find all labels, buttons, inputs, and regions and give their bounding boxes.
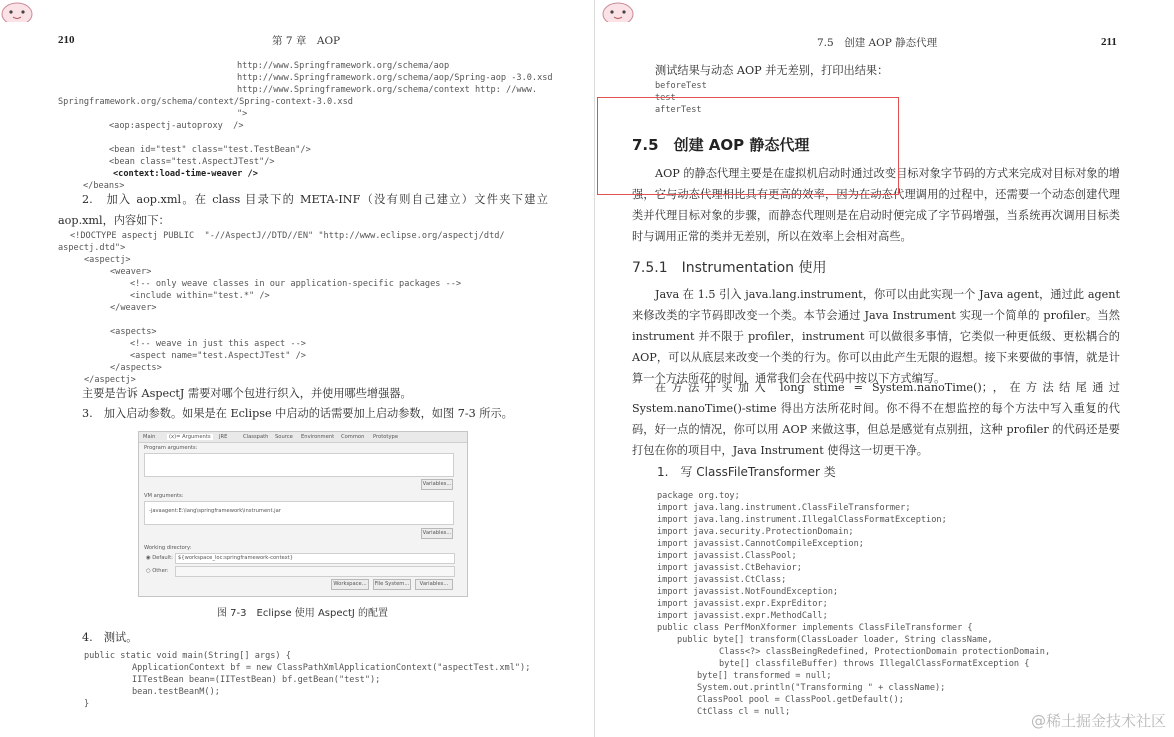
mascot-icon: [0, 0, 34, 22]
code-line: <!-- only weave classes in our application-specific packages -->: [130, 279, 462, 289]
variables-button-vm[interactable]: Variables...: [421, 528, 453, 539]
subsection-paragraph: 在方法开头加入 long stime = System.nanoTime()；，在方法结尾通过 System.nanoTime()-stime 得出方法所花时间。你不得不在想监控的每个方法中写入重复的代码，好一点的情况，你可以用 AOP 来做这事，但总是感觉有点别扭，这种 profiler 的代码还是要打包在你的项目中，Java Instrument 使得这一切更干净。: [632, 381, 1120, 457]
code-line: import java.lang.instrument.ClassFileTransformer;: [657, 503, 911, 513]
code-line: <context:load-time-weaver />: [113, 169, 258, 179]
working-directory-label: Working directory:: [144, 545, 192, 551]
page-number: 210: [58, 34, 75, 46]
file-system-button[interactable]: File System...: [373, 579, 411, 590]
code-line: public class PerfMonXformer implements ClassFileTransformer {: [657, 623, 973, 633]
figure-caption: 图 7-3 Eclipse 使用 AspectJ 的配置: [217, 608, 389, 619]
workspace-button[interactable]: Workspace...: [331, 579, 369, 590]
code-line: import java.security.ProtectionDomain;: [657, 527, 854, 537]
code-line: import javassist.CtClass;: [657, 575, 787, 585]
code-line: package org.toy;: [657, 491, 740, 501]
output-line: beforeTest: [655, 81, 707, 91]
code-line: <aop:aspectj-autoproxy />: [109, 121, 244, 131]
code-line: public static void main(String[] args) {: [84, 651, 291, 661]
watermark: @稀土掘金技术社区: [1030, 712, 1166, 730]
code-line: import javassist.CtBehavior;: [657, 563, 802, 573]
code-line: import javassist.NotFoundException;: [657, 587, 839, 597]
code-line: bean.testBeanM();: [132, 687, 220, 697]
tab-prototype[interactable]: Prototype: [373, 434, 399, 440]
code-line: <include within="test.*" />: [130, 291, 270, 301]
code-line: http://www.Springframework.org/schema/aop/Spring-aop -3.0.xsd: [237, 73, 553, 83]
tab-main[interactable]: Main: [143, 434, 156, 440]
code-line: import javassist.expr.MethodCall;: [657, 611, 828, 621]
code-line: public byte[] transform(ClassLoader loader, String className,: [677, 635, 993, 645]
eclipse-run-config-dialog: [138, 431, 468, 597]
code-line: <aspect name="test.AspectJTest" />: [130, 351, 306, 361]
code-line: import java.lang.instrument.IllegalClassFormatException;: [657, 515, 947, 525]
mascot-icon: [601, 0, 635, 22]
tab-common[interactable]: Common: [341, 434, 365, 440]
code-line: Springframework.org/schema/context/Spring-context-3.0.xsd: [58, 97, 353, 107]
paragraph: 3. 加入启动参数。如果是在 Eclipse 中启动的话需要加上启动参数，如图 7-3 所示。: [82, 407, 513, 420]
vm-arguments-label: VM arguments:: [144, 493, 184, 499]
subsection-title: 7.5.1 Instrumentation 使用: [632, 260, 827, 276]
code-line: aspectj.dtd">: [58, 243, 126, 253]
code-line: byte[] transformed = null;: [697, 671, 832, 681]
subsection-paragraph: Java 在 1.5 引入 java.lang.instrument，你可以由此实现一个 Java agent，通过此 agent 来修改类的字节码即改变一个类。本节会通过 Java Instrument 实现一个简单的 profiler。当然 instrument 并不限于 profiler，instrument 可以做很多事情，它类似一种更低级、更松耦合的 AOP，可以从底层来改变一个类的行为。你可以由此产生无限的遐想。接下来要做的事情，就是计算一个方法所花的时间，通常我们会在代码中按以下方式编写。: [632, 288, 1120, 385]
other-radio[interactable]: ○ Other:: [146, 568, 169, 574]
code-line: </aspects>: [110, 363, 162, 373]
code-line: ">: [237, 109, 248, 119]
running-header: 第 7 章 AOP: [272, 35, 341, 47]
paragraph: 4. 测试。: [82, 631, 138, 644]
tab-classpath[interactable]: Classpath: [243, 434, 269, 440]
tab-source[interactable]: Source: [275, 434, 293, 440]
code-line: <bean id="test" class="test.TestBean"/>: [109, 145, 311, 155]
code-line: http://www.Springframework.org/schema/context http: //www.: [237, 85, 538, 95]
code-line: </weaver>: [110, 303, 157, 313]
other-dir-field[interactable]: [175, 566, 455, 577]
tab-arguments[interactable]: (x)= Arguments: [169, 434, 211, 440]
section-title: 7.5 创建 AOP 静态代理: [632, 136, 810, 154]
right-page: [595, 0, 1174, 737]
vm-arguments-value: -javaagent:E:\lang\springframework\instrument.jar: [149, 508, 281, 514]
code-line: import javassist.CannotCompileException;: [657, 539, 864, 549]
code-line: IITestBean bean=(IITestBean) bf.getBean("test");: [132, 675, 381, 685]
tab-environment[interactable]: Environment: [301, 434, 335, 440]
paragraph: 主要是告诉 AspectJ 需要对哪个包进行织入，并使用哪些增强器。: [82, 387, 412, 400]
step-title: 1. 写 ClassFileTransformer 类: [657, 465, 836, 479]
code-line: Class<?> classBeingRedefined, ProtectionDomain protectionDomain,: [719, 647, 1051, 657]
variables-button[interactable]: Variables...: [421, 479, 453, 490]
highlight-box: [597, 97, 899, 195]
code-line: byte[] classfileBuffer) throws IllegalClassFormatException {: [719, 659, 1030, 669]
code-line: <!DOCTYPE aspectj PUBLIC "-//AspectJ//DTD//EN" "http://www.eclipse.org/aspectj/dtd/: [70, 231, 505, 241]
default-dir-field[interactable]: ${workspace_loc:springframework-context}: [175, 553, 455, 564]
program-arguments-input[interactable]: [144, 453, 454, 477]
running-header: 7.5 创建 AOP 静态代理: [817, 37, 938, 49]
dialog-tab-bar: [139, 432, 467, 443]
code-line: }: [84, 699, 90, 709]
page-number: 211: [1101, 36, 1117, 48]
variables-button-dir[interactable]: Variables...: [415, 579, 453, 590]
default-radio[interactable]: ◉ Default:: [146, 555, 173, 561]
output-line: afterTest: [655, 105, 702, 115]
code-line: ApplicationContext bf = new ClassPathXmlApplicationContext("aspectTest.xml");: [132, 663, 531, 673]
code-line: ClassPool pool = ClassPool.getDefault();: [697, 695, 904, 705]
paragraph: 测试结果与动态 AOP 并无差别，打印出结果：: [655, 64, 889, 77]
section-paragraph: AOP 的静态代理主要是在虚拟机启动时通过改变目标对象字节码的方式来完成对目标对象的增强，它与动态代理相比具有更高的效率，因为在动态代理调用的过程中，还需要一个动态创建代理类并代理目标对象的步骤，而静态代理则是在启动时便完成了字节码增强，当系统再次调用目标类时与调用正常的类并无差别，所以在效率上会相对高些。: [632, 167, 1120, 243]
code-line: <aspectj>: [84, 255, 131, 265]
code-line: import javassist.ClassPool;: [657, 551, 797, 561]
code-line: CtClass cl = null;: [697, 707, 791, 717]
code-line: http://www.Springframework.org/schema/aop: [237, 61, 450, 71]
code-line: <!-- weave in just this aspect -->: [130, 339, 306, 349]
code-line: <aspects>: [110, 327, 157, 337]
code-line: import javassist.expr.ExprEditor;: [657, 599, 828, 609]
paragraph: 2. 加入 aop.xml。在 class 目录下的 META-INF（没有则自己建立）文件夹下建立 aop.xml，内容如下：: [58, 193, 548, 227]
code-line: </beans>: [83, 181, 125, 191]
program-arguments-label: Program arguments:: [144, 445, 198, 451]
output-line: test: [655, 93, 676, 103]
vm-arguments-input[interactable]: [144, 501, 454, 525]
code-line: System.out.println("Transforming " + className);: [697, 683, 946, 693]
code-line: <bean class="test.AspectJTest"/>: [109, 157, 275, 167]
code-line: <weaver>: [110, 267, 152, 277]
tab-jre[interactable]: JRE: [219, 434, 228, 440]
code-line: </aspectj>: [84, 375, 136, 385]
